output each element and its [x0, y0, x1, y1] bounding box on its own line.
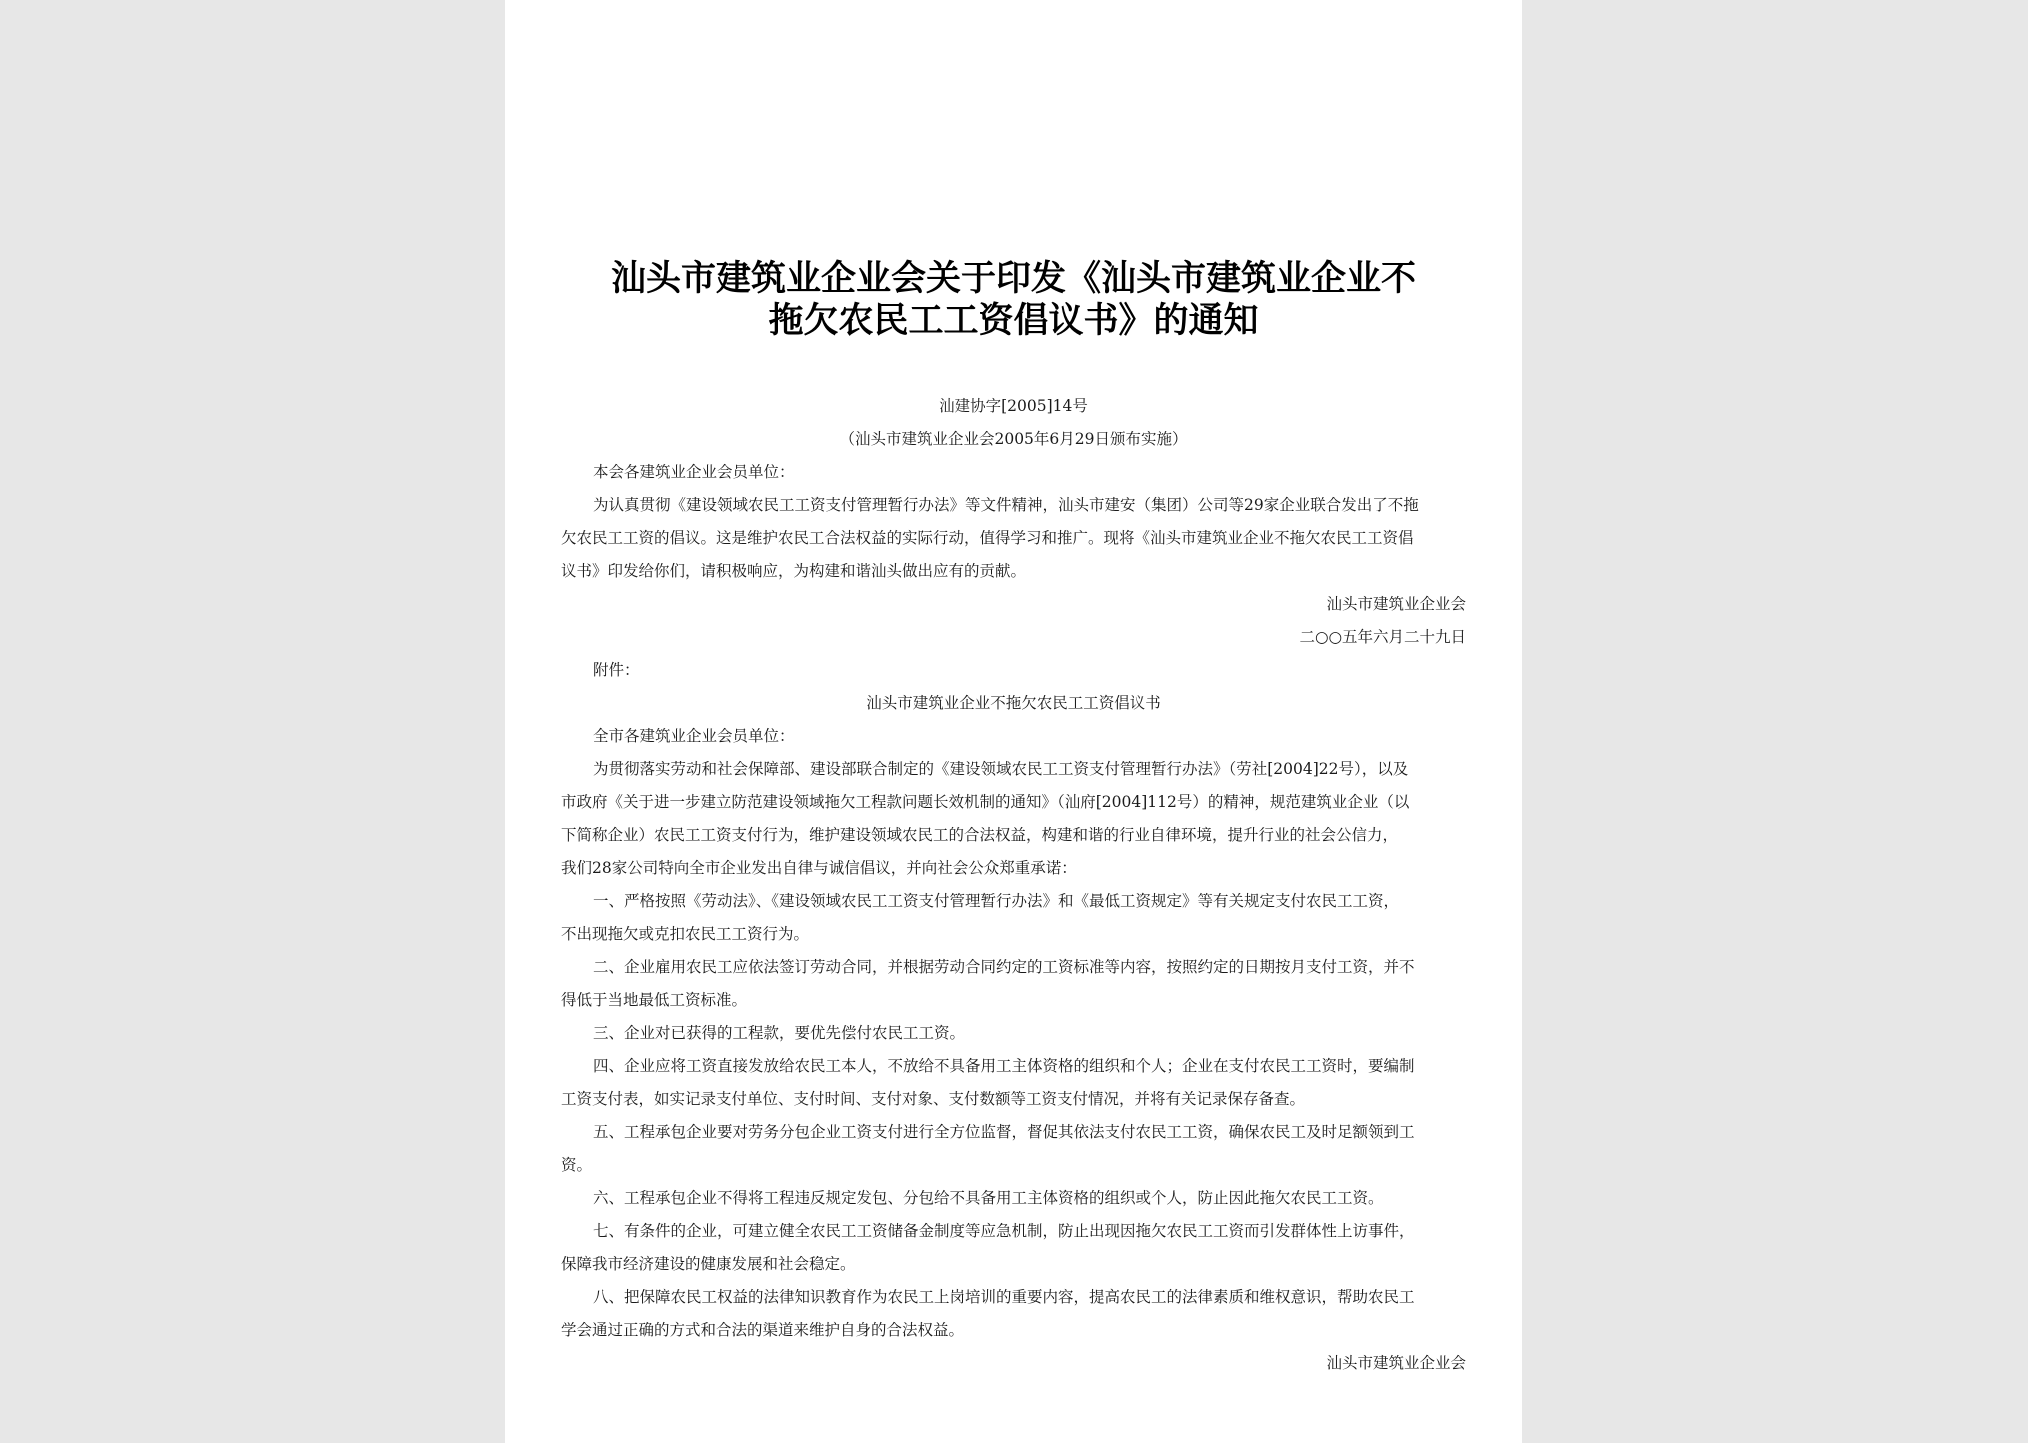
item-1-line: 一、严格按照《劳动法》、《建设领域农民工工资支付管理暂行办法》和《最低工资规定》等有关规定支付农民工工资， [593, 892, 1400, 910]
item-1-line: 不出现拖欠或克扣农民工工资行为。 [561, 925, 810, 943]
item-8-line: 学会通过正确的方式和合法的渠道来维护自身的合法权益。 [561, 1321, 965, 1339]
notice-line: 欠农民工工资的倡议。这是维护农民工合法权益的实际行动，值得学习和推广。现将《汕头市建筑业企业不拖欠农民工工资倡 [561, 529, 1414, 547]
item-4-line: 四、企业应将工资直接发放给农民工本人，不放给不具备用工主体资格的组织和个人；企业在支付农民工工资时，要编制 [593, 1057, 1415, 1075]
doc-number: 汕建协字[2005]14号 [939, 397, 1088, 415]
document-page [505, 0, 1522, 1443]
issue-note: （汕头市建筑业企业会2005年6月29日颁布实施） [839, 430, 1188, 448]
intro-line: 市政府《关于进一步建立防范建设领域拖欠工程款问题长效机制的通知》（汕府[2004]112号）的精神，规范建筑业企业（以 [561, 793, 1410, 811]
notice-line: 为认真贯彻《建设领域农民工工资支付管理暂行办法》等文件精神，汕头市建安（集团）公司等29家企业联合发出了不拖 [593, 496, 1419, 514]
salutation: 本会各建筑业企业会员单位： [593, 463, 795, 481]
attachment-salutation: 全市各建筑业企业会员单位： [593, 727, 795, 745]
intro-line: 下简称企业）农民工工资支付行为，维护建设领域农民工的合法权益，构建和谐的行业自律环境，提升行业的社会公信力， [561, 826, 1399, 844]
signature: 汕头市建筑业企业会 [1326, 595, 1466, 613]
item-8-line: 八、把保障农民工权益的法律知识教育作为农民工上岗培训的重要内容，提高农民工的法律素质和维权意识，帮助农民工 [593, 1288, 1415, 1306]
item-7-line: 保障我市经济建设的健康发展和社会稳定。 [561, 1255, 856, 1273]
item-5-line: 五、工程承包企业要对劳务分包企业工资支付进行全方位监督，督促其依法支付农民工工资，确保农民工及时足额领到工 [593, 1123, 1415, 1141]
title-line-1: 汕头市建筑业企业会关于印发《汕头市建筑业企业不 [610, 258, 1416, 299]
item-7-line: 七、有条件的企业，可建立健全农民工工资储备金制度等应急机制，防止出现因拖欠农民工工资而引发群体性上访事件， [593, 1222, 1415, 1240]
document-title [555, 258, 1472, 342]
document-body [561, 390, 1466, 1380]
notice-line: 议书》印发给你们，请积极响应，为构建和谐汕头做出应有的贡献。 [561, 562, 1027, 580]
item-3-line: 三、企业对已获得的工程款，要优先偿付农民工工资。 [593, 1024, 966, 1042]
intro-line: 为贯彻落实劳动和社会保障部、建设部联合制定的《建设领域农民工工资支付管理暂行办法》（劳社[2004]22号），以及 [593, 760, 1409, 778]
item-2-line: 二、企业雇用农民工应依法签订劳动合同，并根据劳动合同约定的工资标准等内容，按照约定的日期按月支付工资，并不 [593, 958, 1415, 976]
final-signature: 汕头市建筑业企业会 [1326, 1354, 1466, 1372]
item-5-line: 资。 [561, 1156, 593, 1174]
item-2-line: 得低于当地最低工资标准。 [561, 991, 748, 1009]
item-6-line: 六、工程承包企业不得将工程违反规定发包、分包给不具备用工主体资格的组织或个人，防止因此拖欠农民工工资。 [593, 1189, 1384, 1207]
title-line-2: 拖欠农民工工资倡议书》的通知 [768, 300, 1259, 341]
item-4-line: 工资支付表，如实记录支付单位、支付时间、支付对象、支付数额等工资支付情况，并将有关记录保存备查。 [561, 1090, 1306, 1108]
intro-line: 我们28家公司特向全市企业发出自律与诚信倡议，并向社会公众郑重承诺： [561, 859, 1077, 877]
date: 二○○五年六月二十九日 [1299, 628, 1466, 646]
attachment-label: 附件： [593, 661, 640, 679]
attachment-title: 汕头市建筑业企业不拖欠农民工工资倡议书 [866, 694, 1161, 712]
